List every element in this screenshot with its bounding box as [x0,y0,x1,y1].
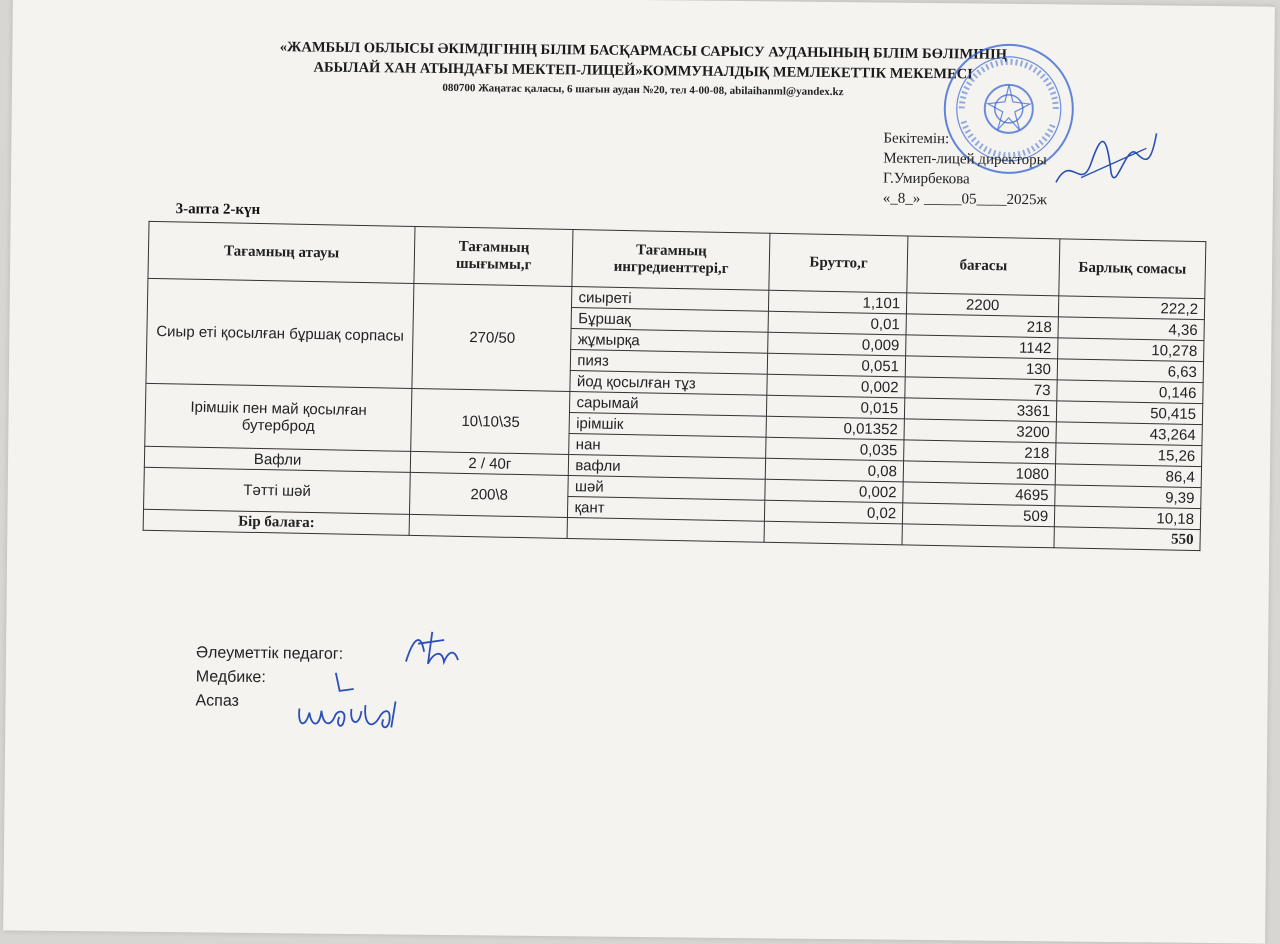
pedagogue-signature-icon [398,621,468,670]
empty-cell [764,521,902,545]
price-cell: 3361 [904,398,1056,422]
grand-total: 550 [1054,527,1200,551]
col-header-price: бағасы [907,236,1060,296]
brutto-cell: 1,101 [769,290,907,314]
empty-cell [902,524,1054,548]
total-cell: 43,264 [1056,422,1202,446]
dish-yield: 270/50 [412,283,572,391]
total-cell: 9,39 [1055,485,1201,509]
approval-date: «_8_» _____05____2025ж [882,190,1048,209]
ingredient-cell: нан [569,433,766,458]
empty-cell [409,514,568,538]
ingredient-cell: сиыреті [572,286,769,311]
price-cell: 218 [906,314,1058,338]
col-header-total: Барлық сомасы [1059,239,1206,299]
empty-cell [567,517,764,542]
brutto-cell: 0,002 [765,479,903,503]
total-cell: 86,4 [1055,464,1201,488]
dish-name: Вафли [144,446,411,472]
brutto-cell: 0,02 [765,500,903,524]
brutto-cell: 0,051 [768,353,906,377]
price-cell: 2200 [906,293,1058,317]
ingredient-cell: йод қосылған тұз [570,370,767,395]
menu-table [143,221,1207,551]
total-cell: 4,36 [1058,317,1204,341]
price-cell: 130 [905,356,1057,380]
ingredient-cell: жұмырқа [571,328,768,353]
nurse-label: Медбике: [195,668,266,687]
header-line-2: АБЫЛАЙ ХАН АТЫНДАҒЫ МЕКТЕП-ЛИЦЕЙ»КОММУНАЛДЫҚ МЕМЛЕКЕТТІК МЕКЕМЕСІ [313,59,973,83]
price-cell: 73 [905,377,1057,401]
total-cell: 50,415 [1056,401,1202,425]
dish-yield: 10\10\35 [411,388,570,454]
price-cell: 1142 [906,335,1058,359]
dish-yield: 200\8 [410,472,569,517]
ingredient-cell: пияз [571,349,768,374]
dish-name: Тәтті шәй [144,467,411,514]
price-cell: 4695 [903,482,1055,506]
approval-line-2: Мектеп-лицей директоры [883,150,1047,169]
price-cell: 3200 [904,419,1056,443]
total-cell: 222,2 [1058,296,1204,320]
dish-name: Ірімшік пен май қосылған бутерброд [145,383,412,451]
col-header-brutto: Брутто,г [769,233,908,293]
cook-signature-icon [291,686,412,741]
price-cell: 509 [902,503,1054,527]
dish-name: Сиыр еті қосылған бұршақ сорпасы [146,278,414,388]
per-child-label: Бір балаға: [143,509,410,535]
ingredient-cell: қант [568,496,765,521]
ingredient-cell: Бұршақ [571,307,768,332]
total-cell: 0,146 [1057,380,1203,404]
header-address: 080700 Жаңатас қаласы, 6 шағын аудан №20, тел 4-00-08, abilaihanml@yandex.kz [442,81,844,99]
document-page [3,0,1275,944]
price-cell: 218 [904,440,1056,464]
brutto-cell: 0,009 [768,332,906,356]
director-signature-icon [1051,122,1162,203]
price-cell: 1080 [903,461,1055,485]
ingredient-cell: сарымай [570,391,767,416]
week-day-label: 3-апта 2-күн [175,201,261,219]
col-header-ingredients: Тағамның ингредиенттері,г [572,230,770,291]
social-pedagogue-label: Әлеуметтік педагог: [195,644,344,663]
approval-block [883,129,1048,211]
col-header-dish: Тағамның атауы [148,221,415,283]
brutto-cell: 0,002 [767,374,905,398]
brutto-cell: 0,08 [766,458,904,482]
ingredient-cell: вафли [569,454,766,479]
total-cell: 15,26 [1056,443,1202,467]
col-header-yield: Тағамның шығымы,г [414,226,573,286]
ingredient-cell: шәй [568,475,765,500]
brutto-cell: 0,01352 [766,416,904,440]
approval-line-1: Бекітемін: [883,130,950,148]
dish-yield: 2 / 40г [411,451,570,475]
brutto-cell: 0,015 [767,395,905,419]
header-line-1: «ЖАМБЫЛ ОБЛЫСЫ ӘКІМДІГІНІҢ БІЛІМ БАСҚАРМАСЫ САРЫСУ АУДАНЫНЫҢ БІЛІМ БӨЛІМІНІҢ [279,39,1007,63]
total-cell: 6,63 [1057,359,1203,383]
total-cell: 10,18 [1054,506,1200,530]
brutto-cell: 0,035 [766,437,904,461]
brutto-cell: 0,01 [768,311,906,335]
total-cell: 10,278 [1058,338,1204,362]
approval-line-3: Г.Умирбекова [882,170,970,188]
cook-label: Аспаз [195,692,240,710]
ingredient-cell: ірімшік [569,412,766,437]
